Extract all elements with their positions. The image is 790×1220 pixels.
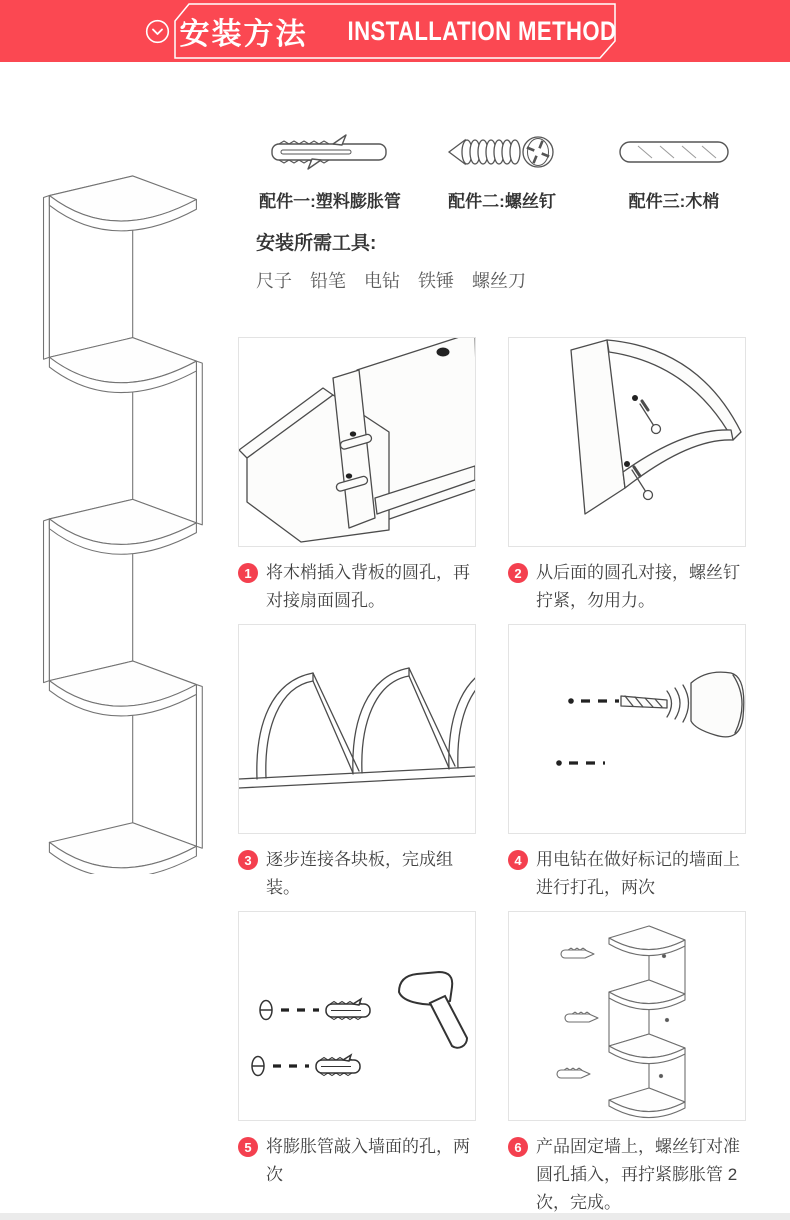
step-caption-text: 产品固定墙上，螺丝钉对准圆孔插入，再拧紧膨胀管 2 次，完成。	[536, 1137, 740, 1212]
installation-header	[0, 0, 790, 62]
step-cell	[508, 624, 746, 902]
step-number-badge: 4	[508, 850, 528, 870]
step-cell	[238, 337, 476, 615]
tools-list	[256, 267, 526, 293]
step-5-caption	[238, 1133, 476, 1189]
step-number-badge: 3	[238, 850, 258, 870]
accessory-label: 配件一:塑料膨胀管	[259, 192, 401, 211]
step-6-illustration	[508, 911, 746, 1121]
step-caption-text: 将膨胀管敲入墙面的孔，两次	[266, 1137, 470, 1184]
step-caption-text: 用电钻在做好标记的墙面上进行打孔，两次	[536, 850, 740, 897]
step-4-caption	[508, 846, 746, 902]
step-3-illustration	[238, 624, 476, 834]
tools-heading: 安装所需工具:	[256, 233, 377, 254]
header-title	[0, 0, 790, 62]
accessories-row	[244, 126, 760, 212]
step-3-caption	[238, 846, 476, 902]
tools-section	[256, 228, 526, 293]
step-caption-text: 从后面的圆孔对接，螺丝钉拧紧，勿用力。	[536, 563, 740, 610]
step-1-caption	[238, 559, 476, 615]
step-number-badge: 1	[238, 563, 258, 583]
step-caption-text: 逐步连接各块板，完成组装。	[266, 850, 453, 897]
screw-icon	[443, 126, 561, 178]
accessory-label: 配件二:螺丝钉	[448, 192, 556, 211]
section-title-zh: 安装方法	[179, 18, 308, 51]
step-2-caption	[508, 559, 746, 615]
step-4-illustration	[508, 624, 746, 834]
accessory-item	[588, 126, 760, 212]
tool-item: 电钻	[364, 271, 400, 291]
section-title-en: INSTALLATION METHOD	[347, 15, 616, 46]
tool-item: 螺丝刀	[472, 271, 526, 291]
steps-grid	[238, 337, 748, 1220]
accessory-label: 配件三:木梢	[628, 192, 720, 211]
step-number-badge: 5	[238, 1137, 258, 1157]
step-1-illustration	[238, 337, 476, 547]
accessory-item	[416, 126, 588, 212]
step-5-illustration	[238, 911, 476, 1121]
step-number-badge: 2	[508, 563, 528, 583]
step-number-badge: 6	[508, 1137, 528, 1157]
bottom-divider	[0, 1213, 790, 1220]
step-6-caption	[508, 1133, 746, 1217]
tool-item: 尺子	[256, 271, 292, 291]
step-cell	[238, 911, 476, 1217]
step-cell	[508, 911, 746, 1217]
step-cell	[508, 337, 746, 615]
corner-shelf-illustration	[20, 158, 216, 874]
tool-item: 铁锤	[418, 271, 454, 291]
wall-anchor-icon	[269, 126, 391, 178]
wood-dowel-icon	[618, 126, 730, 178]
step-cell	[238, 624, 476, 902]
tool-item: 铅笔	[310, 271, 346, 291]
chevron-down-icon	[145, 19, 170, 44]
step-2-illustration	[508, 337, 746, 547]
step-caption-text: 将木梢插入背板的圆孔，再对接扇面圆孔。	[266, 563, 470, 610]
accessory-item	[244, 126, 416, 212]
